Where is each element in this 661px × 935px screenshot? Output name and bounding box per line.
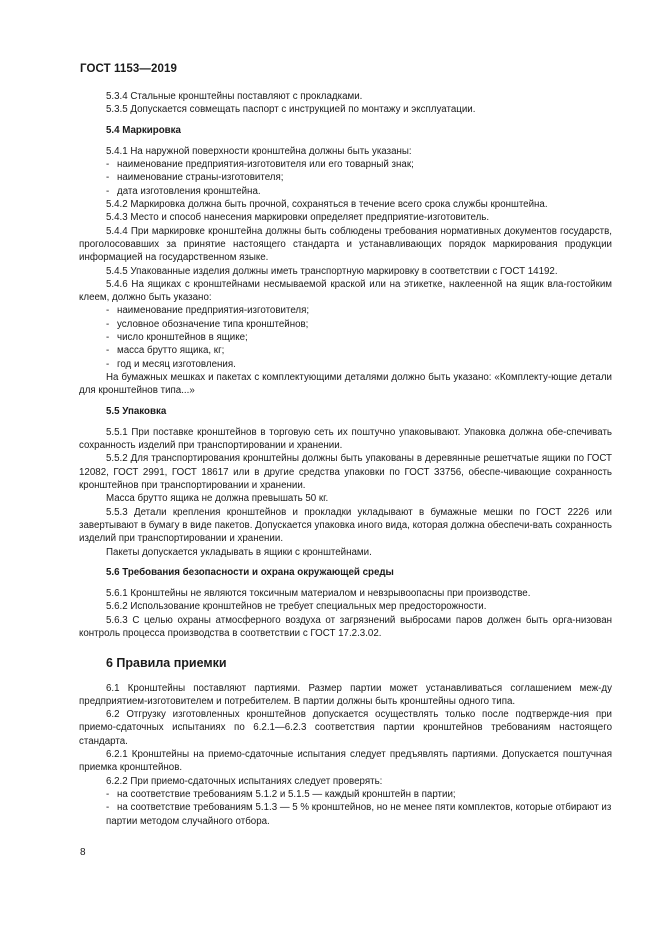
subsection-heading: 5.5 Упаковка [106,405,167,417]
list-item [79,788,612,801]
page-number: 8 [80,847,86,858]
list-dash: - [106,185,110,197]
list-item-text: наименование предприятия-изготовителя или его товарный знак; [117,159,414,171]
paragraph: 5.4.3 Место и способ нанесения маркировки определяет предприятие-изготовитель. [106,212,490,224]
list-dash: - [106,358,110,370]
document-body [79,90,612,828]
paragraph: 5.6.1 Кронштейны не являются токсичным материалом и невзрывоопасны при производстве. [106,588,531,600]
paragraph: 5.4.5 Упакованные изделия должны иметь транспортную маркировку в соответствии с ГОСТ 14192. [106,265,558,277]
list-item [79,344,612,357]
list-item-text: на соответствие требованиям 5.1.2 и 5.1.5 — каждый кронштейн в партии; [117,788,456,800]
list-item-text: масса брутто ящика, кг; [117,345,225,357]
list-item [79,358,612,371]
section-heading: 6 Правила приемки [106,656,227,671]
paragraph: 6.2.1 Кронштейны на приемо-сдаточные испытания следует предъявлять партиями. Допускается поштучная приемка кронштейнов. [79,749,612,774]
list-item [79,801,612,828]
paragraph: 5.4.2 Маркировка должна быть прочной, сохраняться в течение всего срока службы кронштейна. [106,199,548,211]
list-item-text: наименование предприятия-изготовителя; [117,305,310,317]
paragraph: 6.1 Кронштейны поставляют партиями. Размер партии может устанавливаться соглашением меж-ду предприятием-изготовителем и потребителем. В партии должны быть кронштейны одного типа. [79,682,612,707]
list-dash: - [106,332,110,344]
list-dash: - [106,788,110,800]
list-item-text: число кронштейнов в ящике; [117,332,248,344]
paragraph: 5.3.4 Стальные кронштейны поставляют с прокладками. [106,91,363,102]
list-item-text: дата изготовления кронштейна. [117,185,261,197]
paragraph: 5.6.2 Использование кронштейнов не требует специальных мер предосторожности. [106,601,487,613]
list-item [79,331,612,344]
list-item [79,318,612,331]
list-dash: - [106,802,110,814]
list-item-text: условное обозначение типа кронштейнов; [117,318,309,330]
list-item [79,304,612,317]
document-header: ГОСТ 1153—2019 [80,63,177,75]
subsection-heading: 5.4 Маркировка [106,124,181,136]
paragraph: Пакеты допускается укладывать в ящики с кронштейнами. [106,546,372,558]
paragraph: 6.2.2 При приемо-сдаточных испытаниях следует проверять: [106,775,383,787]
paragraph: 5.5.2 Для транспортирования кронштейны должны быть упакованы в деревянные решетчатые ящики по ГОСТ 12082, ГОСТ 2991, ГОСТ 18617 или в другие средства упаковки по ГОСТ 33756, обеспе-чивающие сохранность кронштейнов при транспортировании и хранении. [79,453,612,492]
paragraph: 5.3.5 Допускается совмещать паспорт с инструкцией по монтажу и эксплуатации. [106,104,476,116]
list-item [79,185,612,198]
list-dash: - [106,159,110,171]
paragraph: 5.4.6 На ящиках с кронштейнами несмываемой краской или на этикетке, наклеенной на ящик вла-гостойким клеем, должно быть указано: [79,278,612,304]
list-item-text: наименование страны-изготовителя; [117,172,284,184]
list-item-text: на соответствие требованиям 5.1.3 — 5 % кронштейнов, но не менее пяти комплектов, которые отбирают из партии методом случайного отбора. [106,802,612,827]
list-item [79,158,612,171]
list-dash: - [106,172,110,184]
list-dash: - [106,305,110,317]
list-item [79,171,612,184]
paragraph: 5.4.1 На наружной поверхности кронштейна должны быть указаны: [106,145,412,157]
subsection-heading: 5.6 Требования безопасности и охрана окружающей среды [106,566,394,578]
paragraph: 5.4.4 При маркировке кронштейна должны быть соблюдены требования нормативных документов государств, проголосовавших за принятие настоящего стандарта и устанавливающих порядок маркирования продукции информацией на государственном языке. [79,225,612,264]
paragraph: 5.5.3 Детали крепления кронштейнов и прокладки укладывают в бумажные мешки по ГОСТ 2226 или завертывают в бумагу в виде пакетов. Допускается упаковка иного вида, которая должна обеспечи-вать сохранность изделий при транспортировании и хранении. [79,506,612,545]
list-dash: - [106,345,110,357]
paragraph: 5.5.1 При поставке кронштейнов в торговую сеть их поштучно упаковывают. Упаковка должна обе-спечивать сохранность изделий при транспортировании и хранении. [79,426,612,452]
list-item-text: год и месяц изготовления. [117,358,236,370]
list-dash: - [106,318,110,330]
paragraph: 5.6.3 С целью охраны атмосферного воздуха от загрязнений выбросами паров должен быть орга-низован контроль процесса производства в соответствии с ГОСТ 17.2.3.02. [79,614,612,639]
paragraph: Масса брутто ящика не должна превышать 50 кг. [106,493,329,505]
paragraph: 6.2 Отгрузку изготовленных кронштейнов допускается осуществлять только после подтвержде-ния при приемо-сдаточных испытаниях по 6.2.1—6.2.3 соответствия партии кронштейнов требованиям настоящего стандарта. [79,709,612,747]
paragraph: На бумажных мешках и пакетах с комплектующими деталями должно быть указано: «Комплекту-ющие детали для кронштейнов типа...» [79,371,612,397]
